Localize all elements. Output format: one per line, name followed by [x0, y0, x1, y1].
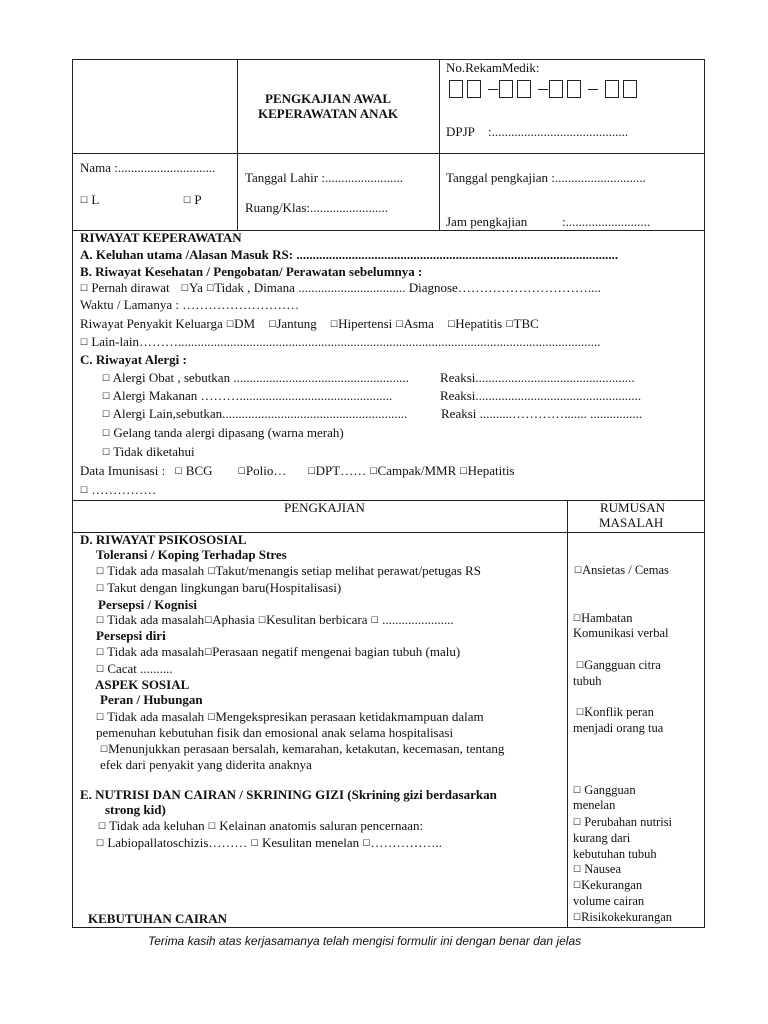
gelang-row	[102, 425, 344, 441]
imunisasi-row	[80, 463, 515, 479]
imun-hepatitis-label: Hepatitis	[467, 463, 515, 478]
header-row-line	[72, 153, 705, 154]
alergi-lain-field[interactable]: Alergi Lain,sebutkan.........................................................	[112, 406, 408, 421]
hambatan-label-2: Komunikasi verbal	[573, 626, 669, 640]
dpjp-label: DPJP	[446, 124, 475, 139]
riwayat-alergi-heading: C. Riwayat Alergi :	[80, 352, 187, 367]
ruang-klas-field[interactable]: Ruang/Klas:........................	[245, 200, 388, 215]
nutrisi-heading-2: strong kid)	[105, 802, 166, 817]
psikososial-heading: D. RIWAYAT PSIKOSOSIAL	[80, 532, 247, 547]
cacat-row	[96, 661, 173, 677]
d1b-checkbox[interactable]: ☐	[204, 647, 213, 657]
hambatan-item[interactable]: ☐Hambatan	[573, 611, 633, 625]
bcg-label: BCG	[185, 463, 213, 478]
toleransi-row-2	[96, 580, 341, 596]
ya-checkbox[interactable]: ☐	[180, 283, 189, 293]
tidak-diketahui-row	[102, 444, 195, 460]
d1-checkbox[interactable]: ☐	[96, 647, 105, 657]
riwayat-keluarga-label: Riwayat Penyakit Keluarga	[80, 316, 223, 331]
k1d-checkbox[interactable]: ☐	[370, 615, 379, 625]
citra-label: Gangguan citra	[584, 658, 661, 672]
aspek-sosial-heading: ASPEK SOSIAL	[95, 677, 190, 692]
sex-p-label: P	[194, 192, 202, 207]
ya-label: Ya	[189, 280, 203, 295]
sex-l-checkbox[interactable]: ☐ L	[80, 192, 100, 207]
hipertensi-checkbox[interactable]: ☐	[330, 319, 339, 329]
header-divider-2	[439, 59, 440, 231]
nutrisi-label-2: kurang dari	[573, 831, 631, 845]
p1-checkbox[interactable]: ☐	[96, 712, 105, 722]
dm-checkbox[interactable]: ☐	[225, 319, 235, 329]
riwayat-heading: RIWAYAT KEPERAWATAN	[80, 230, 242, 245]
bcg-checkbox[interactable]: ☐	[174, 466, 183, 476]
polio-checkbox[interactable]: ☐	[237, 466, 246, 476]
asma-checkbox[interactable]: ☐	[395, 319, 404, 329]
nutrisi-heading: E. NUTRISI DAN CAIRAN / SKRINING GIZI (Skrining gizi berdasarkan	[80, 787, 497, 802]
cairan-label-2: volume cairan	[573, 894, 645, 908]
border-right	[704, 59, 705, 928]
no-rekam-medik-label: No.RekamMedik:	[446, 60, 540, 75]
k1-label: Tidak ada masalah	[107, 612, 205, 627]
hambatan-label: Hambatan	[581, 611, 633, 625]
jam-pengkajian-label: Jam pengkajian	[446, 214, 528, 229]
konflik-label: Konflik peran	[584, 705, 654, 719]
p2-label: Menunjukkan perasaan bersalah, kemarahan, ketakutan, kecemasan, tentang	[108, 741, 505, 756]
p2-checkbox[interactable]: ☐	[100, 744, 109, 754]
n1b-checkbox[interactable]: ☐	[207, 821, 216, 831]
konflik-label-2: menjadi orang tua	[573, 721, 664, 735]
gelang-checkbox[interactable]: ☐	[102, 428, 111, 438]
pernah-dirawat-label: Pernah dirawat	[91, 280, 170, 295]
citra-label-2: tubuh	[573, 674, 602, 688]
toleransi-row-1	[96, 563, 481, 579]
sex-l-label: L	[91, 192, 100, 207]
p1b-label: Mengekspresikan perasaan ketidakmampuan dalam	[215, 709, 484, 724]
ansietas-item[interactable]: ☐Ansietas / Cemas	[574, 563, 669, 577]
diagnose-field[interactable]: Diagnose…………………………....	[408, 280, 601, 295]
kognisi-row	[96, 612, 454, 628]
nausea-item[interactable]: ☐ Nausea	[573, 862, 621, 876]
t2-label: Takut dengan lingkungan baru(Hospitalisasi)	[107, 580, 342, 595]
nutrisi-item[interactable]: ☐ Perubahan nutrisi	[573, 815, 673, 829]
border-bottom	[72, 927, 705, 928]
hipertensi-label: Hipertensi	[338, 316, 393, 331]
cacat-checkbox[interactable]: ☐	[96, 664, 105, 674]
peran-row-2b: efek dari penyakit yang diderita anaknya	[100, 757, 312, 772]
dpt-checkbox[interactable]: ☐	[307, 466, 316, 476]
reaksi-makanan-field[interactable]: Reaksi...................................................	[440, 388, 642, 403]
alergi-obat-checkbox[interactable]: ☐	[102, 373, 111, 383]
asma-label: Asma	[403, 316, 434, 331]
tidak-checkbox[interactable]: ☐	[206, 283, 215, 293]
n2-field[interactable]: Labiopallatoschizis………	[107, 835, 248, 850]
riwayat-keluarga-row	[80, 316, 539, 332]
border-top	[72, 59, 705, 60]
persepsi-diri-row	[96, 644, 460, 660]
nausea-label: Nausea	[584, 862, 621, 876]
alergi-makanan-checkbox[interactable]: ☐	[102, 391, 111, 401]
k1-checkbox[interactable]: ☐	[96, 615, 105, 625]
tidak-diketahui-checkbox[interactable]: ☐	[102, 447, 111, 457]
alergi-lain-checkbox[interactable]: ☐	[102, 409, 111, 419]
hepatitis-label: Hepatitis	[455, 316, 503, 331]
n2-checkbox[interactable]: ☐	[96, 838, 105, 848]
imun-lain-checkbox[interactable]: ☐	[80, 485, 89, 495]
imunisasi-label: Data Imunisasi :	[80, 463, 166, 478]
alergi-makanan-row	[102, 388, 392, 404]
risiko-item[interactable]: ☐Risikokekurangan	[573, 910, 673, 924]
t2-checkbox[interactable]: ☐	[96, 583, 105, 593]
form-title-line2: KEPERAWATAN ANAK	[258, 106, 399, 121]
n2b-checkbox[interactable]: ☐	[250, 838, 259, 848]
footer-note: Terima kasih atas kerjasamanya telah mengisi formulir ini dengan benar dan jelas	[148, 934, 582, 948]
form-title-line1: PENGKAJIAN AWAL	[265, 91, 392, 106]
menelan-label: Gangguan	[584, 783, 636, 797]
pernah-dirawat-row	[80, 280, 601, 296]
tidak-dimana-field[interactable]: Tidak , Dimana .................................	[214, 280, 406, 295]
campak-label: Campak/MMR	[377, 463, 457, 478]
reaksi-obat-field[interactable]: Reaksi.................................................	[440, 370, 635, 385]
table-col-divider	[567, 500, 568, 928]
kebutuhan-cairan-heading: KEBUTUHAN CAIRAN	[88, 911, 228, 926]
persepsi-diri-heading: Persepsi diri	[96, 628, 166, 643]
peran-row-1	[96, 709, 484, 725]
n1b-label: Kelainan anatomis saluran pencernaan:	[219, 818, 424, 833]
p1b-checkbox[interactable]: ☐	[207, 712, 216, 722]
k1c-label: Kesulitan berbicara	[266, 612, 368, 627]
citra-item[interactable]: ☐Gangguan citra	[576, 658, 661, 672]
n2b-label: Kesulitan menelan	[262, 835, 360, 850]
jantung-checkbox[interactable]: ☐	[268, 319, 277, 329]
menelan-item[interactable]: ☐ Gangguan	[573, 783, 636, 797]
toleransi-heading: Toleransi / Koping Terhadap Stres	[96, 547, 287, 562]
n1-label: Tidak ada keluhan	[109, 818, 205, 833]
polio-label: Polio…	[245, 463, 287, 478]
nama-field[interactable]: Nama :..............................	[80, 160, 216, 175]
peran-heading: Peran / Hubungan	[100, 692, 203, 707]
persepsi-kognisi-heading: Persepsi / Kognisi	[98, 597, 197, 612]
tidak-diketahui-label: Tidak diketahui	[113, 444, 195, 459]
cacat-field[interactable]: Cacat ..........	[107, 661, 173, 676]
cairan-item[interactable]: ☐Kekurangan	[573, 878, 643, 892]
alergi-obat-field[interactable]: Alergi Obat , sebutkan ......................................................	[112, 370, 409, 385]
lain-lain-field[interactable]: Lain-lain………..................................................................................................................................	[91, 334, 601, 349]
tbc-label: TBC	[513, 316, 539, 331]
k1c-checkbox[interactable]: ☐	[258, 615, 267, 625]
k1d-field[interactable]: ......................	[382, 612, 454, 627]
dpjp-field[interactable]: :..........................................	[488, 124, 629, 139]
border-left	[72, 59, 73, 928]
col-rumusan-header-1: RUMUSAN	[600, 500, 666, 515]
t1b-checkbox[interactable]: ☐	[207, 566, 216, 576]
hepatitis-checkbox[interactable]: ☐	[447, 319, 456, 329]
ansietas-label: Ansietas / Cemas	[582, 563, 669, 577]
alergi-lain-row	[102, 406, 407, 422]
dpt-label: DPT……	[315, 463, 367, 478]
imunisasi-lain-row	[80, 482, 156, 498]
konflik-item[interactable]: ☐Konflik peran	[576, 705, 654, 719]
nutrisi-row-1	[98, 818, 423, 834]
nutrisi-row-2	[96, 835, 442, 851]
riwayat-kesehatan-heading: B. Riwayat Kesehatan / Pengobatan/ Perawatan sebelumnya :	[80, 264, 423, 279]
d1b-label: Perasaan negatif mengenai bagian tubuh (malu)	[212, 644, 461, 659]
jam-pengkajian-field[interactable]: :..........................	[562, 214, 651, 229]
k1b-label: Aphasia	[212, 612, 255, 627]
nutrisi-label-3: kebutuhan tubuh	[573, 847, 657, 861]
dm-label: DM	[234, 316, 256, 331]
tbc-checkbox[interactable]: ☐	[505, 319, 514, 329]
imun-lain-field[interactable]: ……………	[91, 482, 157, 497]
t1-label: Tidak ada masalah	[107, 563, 205, 578]
jantung-label: Jantung	[276, 316, 317, 331]
col-rumusan-header-2: MASALAH	[599, 515, 664, 530]
t1-checkbox[interactable]: ☐	[96, 566, 105, 576]
n1-checkbox[interactable]: ☐	[98, 821, 107, 831]
pernah-dirawat-checkbox[interactable]: ☐	[80, 283, 89, 293]
imun-hepatitis-checkbox[interactable]: ☐	[459, 466, 468, 476]
sex-p-checkbox[interactable]: ☐ P	[183, 192, 202, 207]
tanggal-pengkajian-field[interactable]: Tanggal pengkajian :............................	[446, 170, 646, 185]
n2c-checkbox[interactable]: ☐	[362, 838, 371, 848]
k1b-checkbox[interactable]: ☐	[204, 615, 213, 625]
alergi-makanan-field[interactable]: Alergi Makanan ………...............................................	[112, 388, 393, 403]
keluhan-utama-field[interactable]: A. Keluhan utama /Alasan Masuk RS: ...................................................................................................	[80, 247, 619, 262]
lain-lain-checkbox[interactable]: ☐	[80, 337, 89, 347]
peran-row-2	[100, 741, 504, 757]
cairan-label: Kekurangan	[581, 878, 643, 892]
tanggal-lahir-field[interactable]: Tanggal Lahir :........................	[245, 170, 403, 185]
lain-lain-row	[80, 334, 600, 350]
peran-row-1b: pemenuhan kebutuhan fisik dan emosional anak selama hospitalisasi	[96, 725, 454, 740]
risiko-label: Risikokekurangan	[581, 910, 673, 924]
col-pengkajian-header: PENGKAJIAN	[284, 500, 365, 515]
n2c-field[interactable]: ……………..	[370, 835, 442, 850]
waktu-lamanya-field[interactable]: Waktu / Lamanya : ………………………	[80, 297, 300, 312]
alergi-obat-row	[102, 370, 409, 386]
nutrisi-label: Perubahan nutrisi	[584, 815, 673, 829]
campak-checkbox[interactable]: ☐	[369, 466, 378, 476]
p1-label: Tidak ada masalah	[107, 709, 205, 724]
menelan-label-2: menelan	[573, 798, 616, 812]
t1b-label: Takut/menangis setiap melihat perawat/petugas RS	[215, 563, 481, 578]
d1-label: Tidak ada masalah	[107, 644, 205, 659]
reaksi-lain-field[interactable]: Reaksi ..........…………....... ................	[441, 406, 643, 421]
gelang-label: Gelang tanda alergi dipasang (warna merah)	[113, 425, 344, 440]
header-divider-1	[237, 59, 238, 231]
